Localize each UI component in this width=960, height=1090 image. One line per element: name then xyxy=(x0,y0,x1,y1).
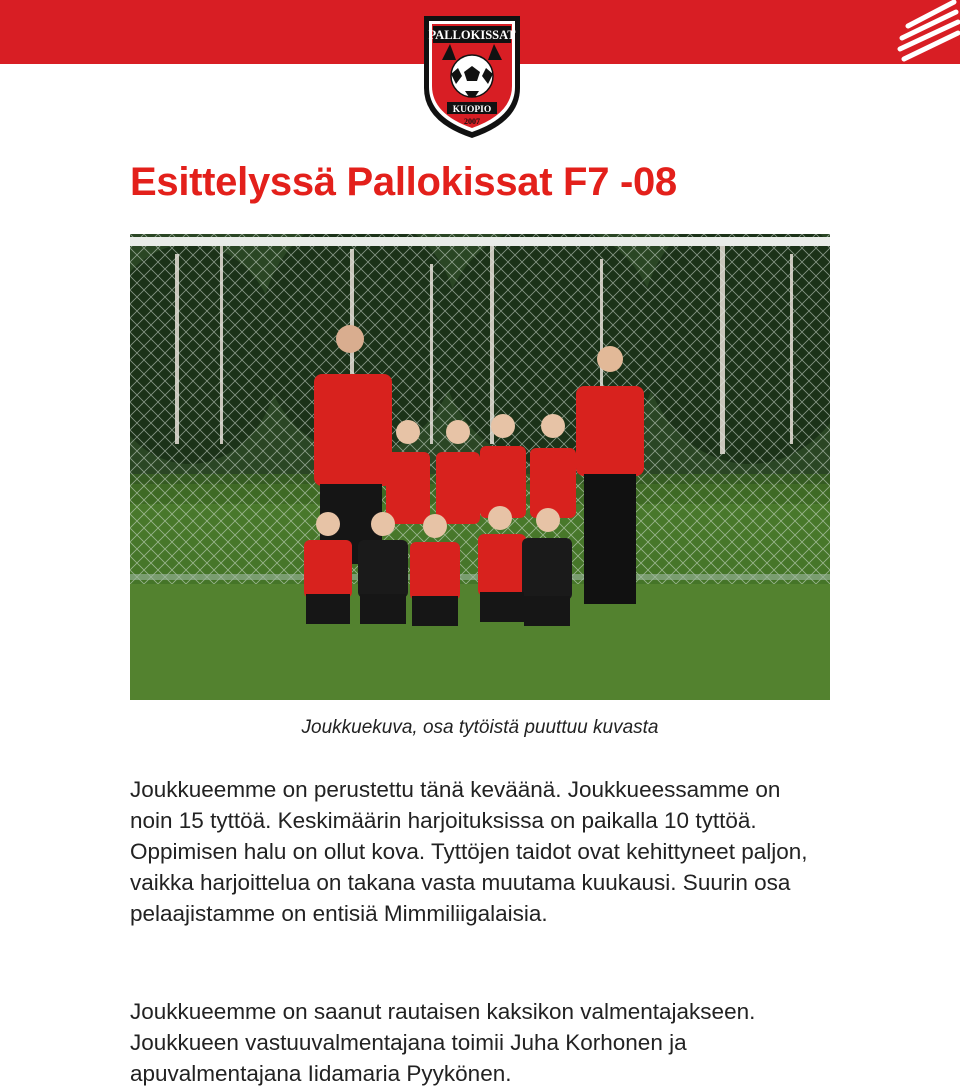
photo-caption: Joukkuekuva, osa tytöistä puuttuu kuvasta xyxy=(301,717,659,738)
header-stripes-decoration xyxy=(890,0,960,64)
paragraph-team-intro: Joukkueemme on perustettu tänä keväänä. Joukkueessamme on noin 15 tyttöä. Keskimäärin harjoituksissa on paikalla 10 tyttöä. Oppimisen halu on ollut kova. Tyttöjen taidot ovat kehittyneet paljon, vaikka harjoittelua on takana vasta muutama kuukausi. Suurin osa pelaajistamme on entisiä Mimmiliigalaisia. xyxy=(130,777,808,926)
team-photo xyxy=(130,234,830,700)
paragraph-coaches: Joukkueemme on saanut rautaisen kaksikon valmentajakseen. Joukkueen vastuuvalmentajana toimii Juha Korhonen ja apuvalmentajana Iidamaria Pyykönen. xyxy=(130,999,756,1086)
article-title: Esittelyssä Pallokissat F7 -08 xyxy=(130,160,677,204)
pallokissat-logo xyxy=(420,14,524,140)
svg-text:2007: 2007 xyxy=(464,117,480,126)
svg-text:KUOPIO: KUOPIO xyxy=(452,105,492,115)
svg-text:PALLOKISSAT: PALLOKISSAT xyxy=(428,28,516,42)
